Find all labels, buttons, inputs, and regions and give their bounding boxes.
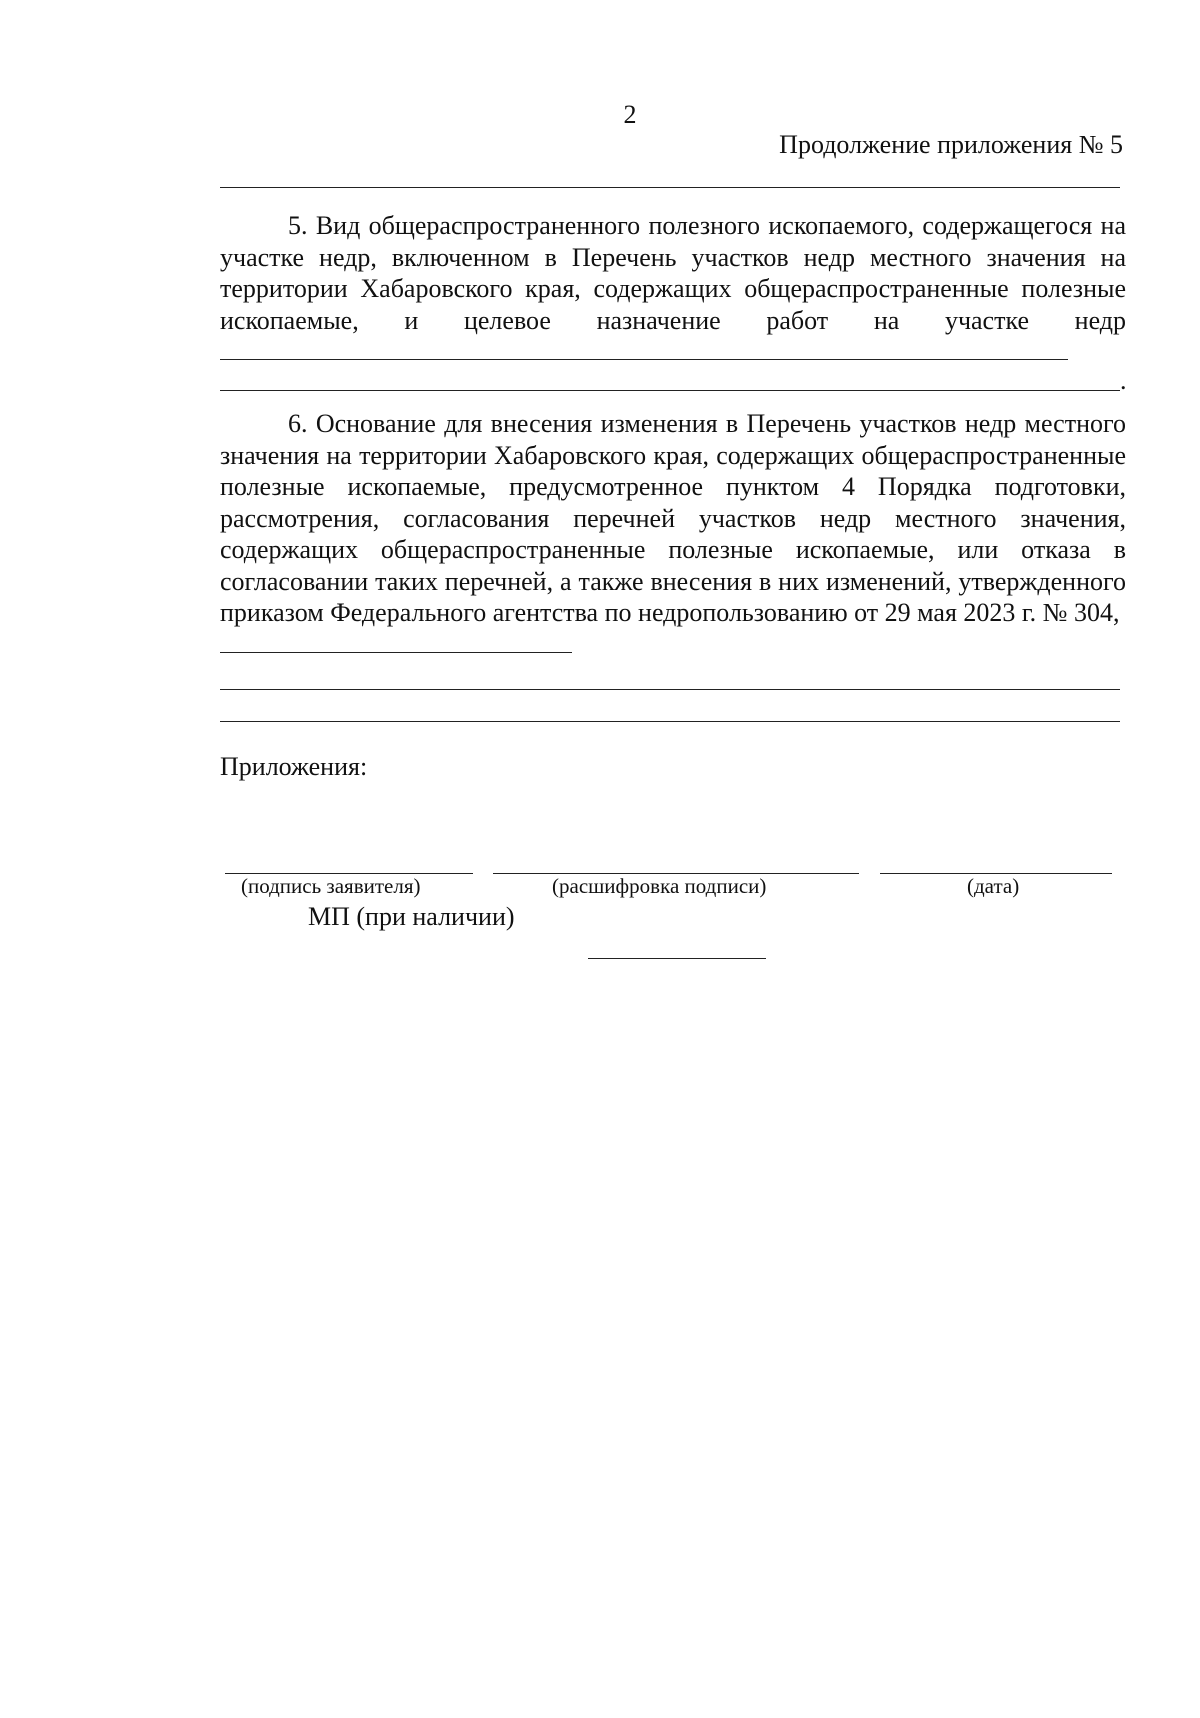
continuation-heading: Продолжение приложения № 5 bbox=[779, 130, 1123, 159]
section-6-blank-line-1 bbox=[220, 689, 1120, 690]
applicant-signature-caption: (подпись заявителя) bbox=[241, 874, 421, 898]
header-rule bbox=[220, 187, 1120, 188]
end-rule bbox=[588, 958, 766, 959]
section-5-text: 5. Вид общераспространенного полезного ископаемого, содержащегося на участке недр, включенном в Перечень участков недр местного значения на территории Хабаровского края, содержащих общераспространенные полезные ископаемые, и целевое назначение работ на участке недр bbox=[220, 211, 1126, 335]
page-number: 2 bbox=[623, 100, 637, 129]
section-6-blank-line-2 bbox=[220, 721, 1120, 722]
section-5-paragraph bbox=[220, 210, 1126, 368]
appendices-label: Приложения: bbox=[220, 752, 368, 781]
section-5 bbox=[220, 210, 1126, 368]
section-6-paragraph bbox=[220, 408, 1126, 660]
stamp-note: МП (при наличии) bbox=[308, 902, 515, 931]
section-6-text: 6. Основание для внесения изменения в Перечень участков недр местного значения на территории Хабаровского края, содержащих общераспространенные полезные ископаемые, предусмотренное пунктом 4 Порядка подготовки, рассмотрения, согласования перечней участков недр местного значения, содержащих общераспространенные полезные ископаемые, или отказа в согласовании таких перечней, а также внесения в них изменений, утвержденного приказом Федерального агентства по недропользованию от 29 мая 2023 г. № 304, bbox=[220, 409, 1126, 627]
date-caption: (дата) bbox=[967, 874, 1020, 898]
section-6-fill-line bbox=[220, 630, 572, 653]
section-6 bbox=[220, 408, 1126, 660]
section-5-blank-line bbox=[220, 390, 1120, 391]
signature-transcript-caption: (расшифровка подписи) bbox=[552, 874, 767, 898]
section-5-fill-line bbox=[220, 337, 1068, 360]
section-5-period: . bbox=[1120, 366, 1127, 395]
